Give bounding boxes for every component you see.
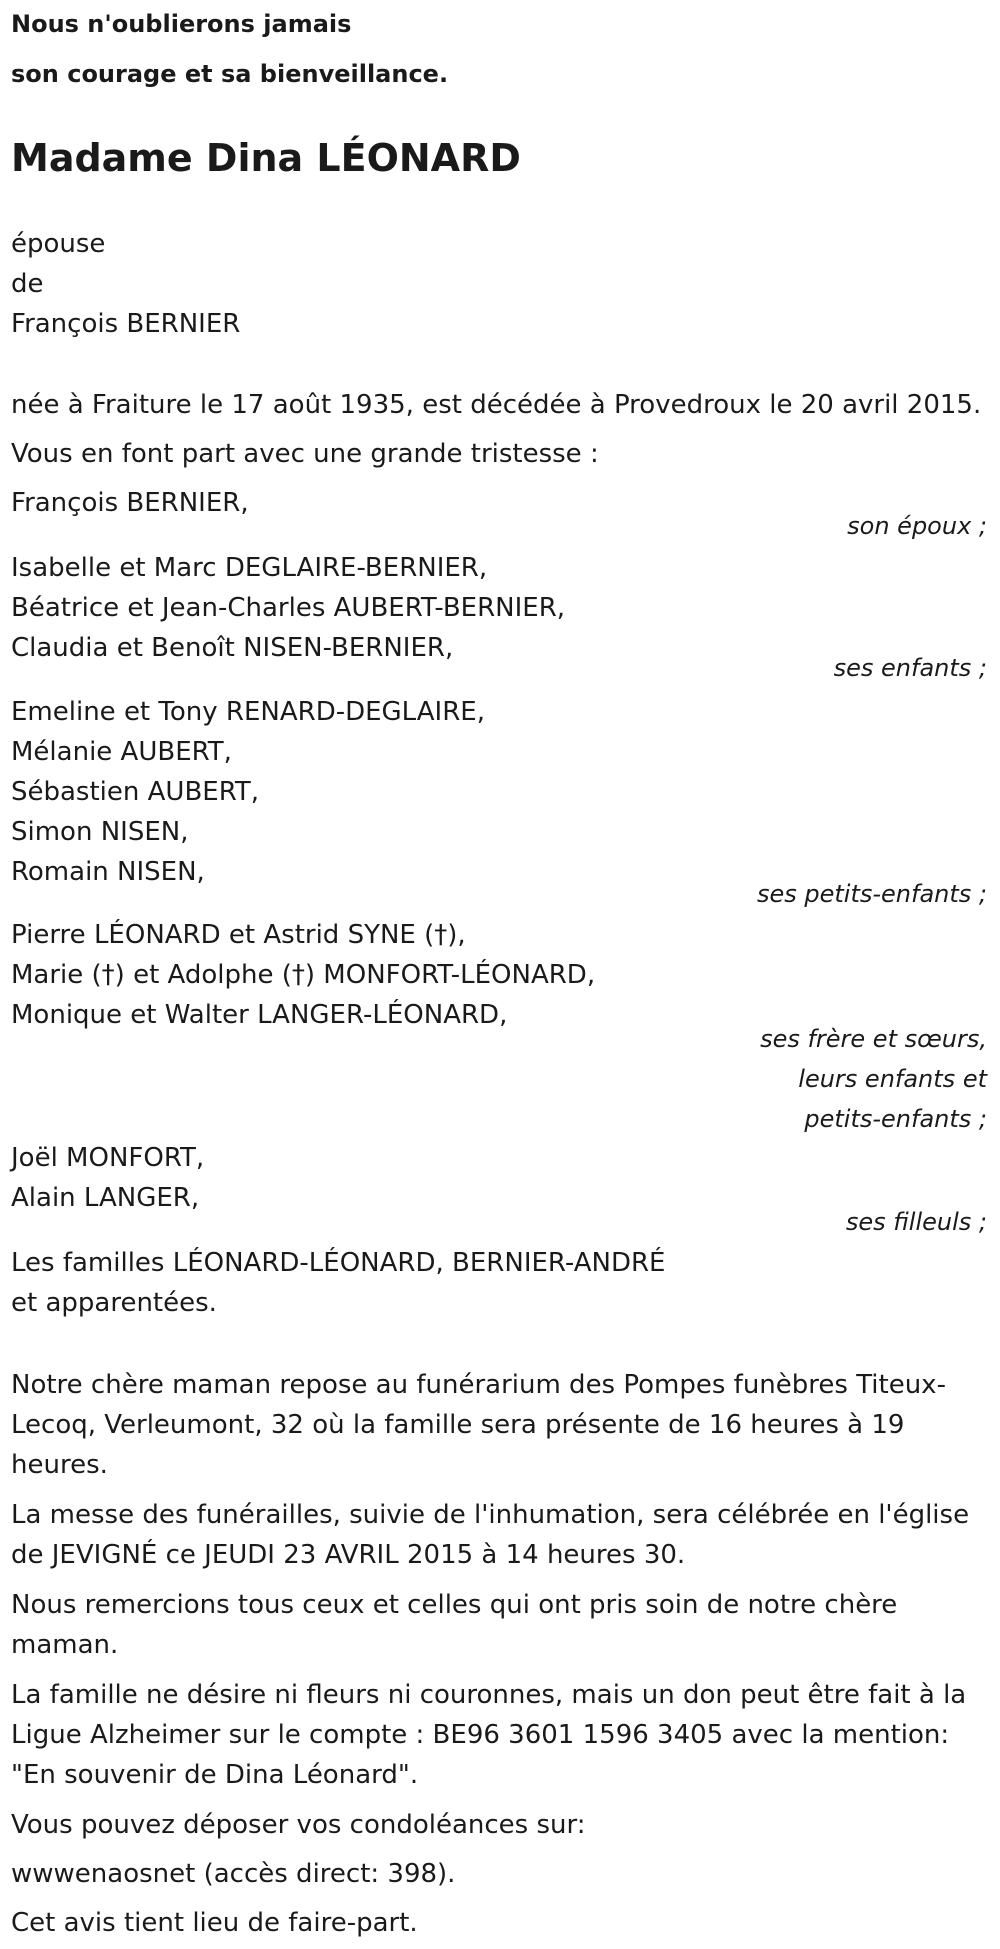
closing-text: Cet avis tient lieu de faire-part. [11,1908,418,1938]
announce: Vous en font part avec une grande tristesse : [11,439,599,469]
condolences-text: Vous pouvez déposer vos condoléances sur: [11,1810,586,1840]
funeral-paragraph-line: La messe des funérailles, suivie de l'inhumation, sera célébrée en l'église [11,1500,970,1530]
grandchildren-relation: ses petits-enfants ; [756,880,987,908]
grandchild-name: Mélanie AUBERT, [11,737,232,767]
funeral-paragraph-line: de JEVIGNÉ ce JEUDI 23 AVRIL 2015 à 14 heures 30. [11,1540,686,1570]
godchildren-relation: ses filleuls ; [845,1208,987,1236]
grandchild-name: Sébastien AUBERT, [11,777,260,807]
intro-line-2: son courage et sa bienveillance. [11,60,449,88]
intro-line-1: Nous n'oublierons jamais [11,10,352,38]
donation-paragraph-line: "En souvenir de Dina Léonard". [11,1760,419,1790]
child-name: Isabelle et Marc DEGLAIRE-BERNIER, [11,553,488,583]
rest-paragraph-line: heures. [11,1450,108,1480]
siblings-relation: leurs enfants et [798,1065,987,1093]
siblings-relation: ses frère et sœurs, [760,1025,987,1053]
birth-death: née à Fraiture le 17 août 1935, est décédée à Provedroux le 20 avril 2015. [11,390,982,420]
husband-relation: son époux ; [847,512,987,540]
rest-paragraph-line: Lecoq, Verleumont, 32 où la famille sera présente de 16 heures à 19 [11,1410,905,1440]
child-name: Claudia et Benoît NISEN-BERNIER, [11,633,454,663]
husband-name: François BERNIER, [11,488,249,518]
spouse-line-1: épouse [11,229,106,259]
grandchild-name: Emeline et Tony RENARD-DEGLAIRE, [11,697,485,727]
families-line: Les familles LÉONARD-LÉONARD, BERNIER-ANDRÉ [11,1248,666,1278]
deceased-name: Madame Dina LÉONARD [11,136,521,180]
donation-paragraph-line: Ligue Alzheimer sur le compte : BE96 3601 1596 3405 avec la mention: [11,1720,950,1750]
godchild-name: Alain LANGER, [11,1183,200,1213]
families-line: et apparentées. [11,1288,217,1318]
spouse-line-2: de [11,269,44,299]
sibling-name: Monique et Walter LANGER-LÉONARD, [11,1000,508,1030]
website-text: wwwenaosnet (accès direct: 398). [11,1859,456,1889]
grandchild-name: Romain NISEN, [11,857,205,887]
sibling-name: Marie (†) et Adolphe (†) MONFORT-LÉONARD, [11,960,596,990]
thanks-paragraph-line: Nous remercions tous ceux et celles qui ont pris soin de notre chère [11,1590,898,1620]
rest-paragraph-line: Notre chère maman repose au funérarium des Pompes funèbres Titeux- [11,1370,946,1400]
child-name: Béatrice et Jean-Charles AUBERT-BERNIER, [11,593,566,623]
godchild-name: Joël MONFORT, [11,1143,205,1173]
grandchild-name: Simon NISEN, [11,817,189,847]
spouse-line-3: François BERNIER [11,309,241,339]
children-relation: ses enfants ; [833,654,987,682]
thanks-paragraph-line: maman. [11,1630,119,1660]
sibling-name: Pierre LÉONARD et Astrid SYNE (†), [11,920,466,950]
donation-paragraph-line: La famille ne désire ni fleurs ni couronnes, mais un don peut être fait à la [11,1680,967,1710]
siblings-relation: petits-enfants ; [804,1105,987,1133]
